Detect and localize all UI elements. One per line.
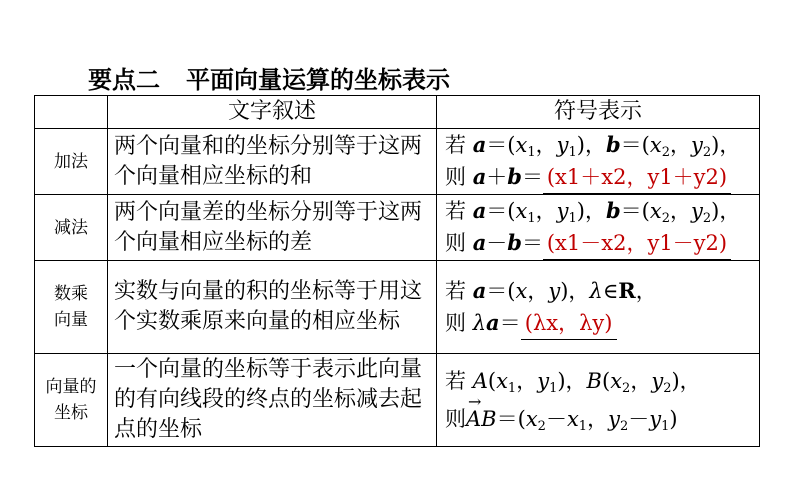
category-vector-coordinate-label: 向量的坐标 <box>45 377 97 423</box>
coordinate-operations-table <box>34 95 760 447</box>
section-number: 要点二 <box>88 66 160 94</box>
table-row-addition <box>35 129 760 195</box>
category-addition: 加法 <box>35 129 108 195</box>
answer-subtraction: (x1－x2，y1－y2) <box>543 227 731 260</box>
description-scalar: 实数与向量的积的坐标等于用这个实数乘原来向量的相应坐标 <box>108 261 437 354</box>
vector-ab: → AB <box>466 403 497 435</box>
answer-scalar: (λx，λy) <box>521 307 617 340</box>
table-row-scalar <box>35 261 760 354</box>
header-symbol: 符号表示 <box>437 96 760 129</box>
description-addition: 两个向量和的坐标分别等于这两个向量相应坐标的和 <box>108 129 437 195</box>
table-row-vector-coordinate <box>35 354 760 447</box>
section-heading: 平面向量运算的坐标表示 <box>186 66 450 94</box>
symbol-vector-coordinate: 若 $A(x_1$，$y_1$)，$B(x_2$，$y_2$)， 则→ $AB=(x_2-x_1$，$y_2-y_1$) <box>437 354 760 447</box>
category-vector-coordinate <box>35 354 108 447</box>
category-scalar-label: 数乘向量 <box>54 284 88 330</box>
table-row-subtraction <box>35 195 760 261</box>
description-vector-coordinate: 一个向量的坐标等于表示此向量的有向线段的终点的坐标减去起点的坐标 <box>108 354 437 447</box>
table-header-row <box>35 96 760 129</box>
answer-addition: (x1＋x2，y1＋y2) <box>543 161 731 194</box>
symbol-subtraction: 若 $a=(x_1$，$y_1$)，$b=(x_2$，$y_2$)， 则 a－b＝ (x1－x2，y1－y2) <box>437 195 760 261</box>
header-empty-cell <box>35 96 108 129</box>
symbol-addition: 若 $a=(x_1$，$y_1$)，$b=(x_2$，$y_2$)， 则 a＋b＝ (x1＋x2，y1＋y2) <box>437 129 760 195</box>
symbol-scalar: 若 a＝(x，y)，λ∈R， 则 λa＝ (λx，λy) <box>437 261 760 354</box>
category-subtraction: 减法 <box>35 195 108 261</box>
description-subtraction: 两个向量差的坐标分别等于这两个向量相应坐标的差 <box>108 195 437 261</box>
header-description: 文字叙述 <box>108 96 437 129</box>
section-title <box>88 60 450 95</box>
category-scalar <box>35 261 108 354</box>
